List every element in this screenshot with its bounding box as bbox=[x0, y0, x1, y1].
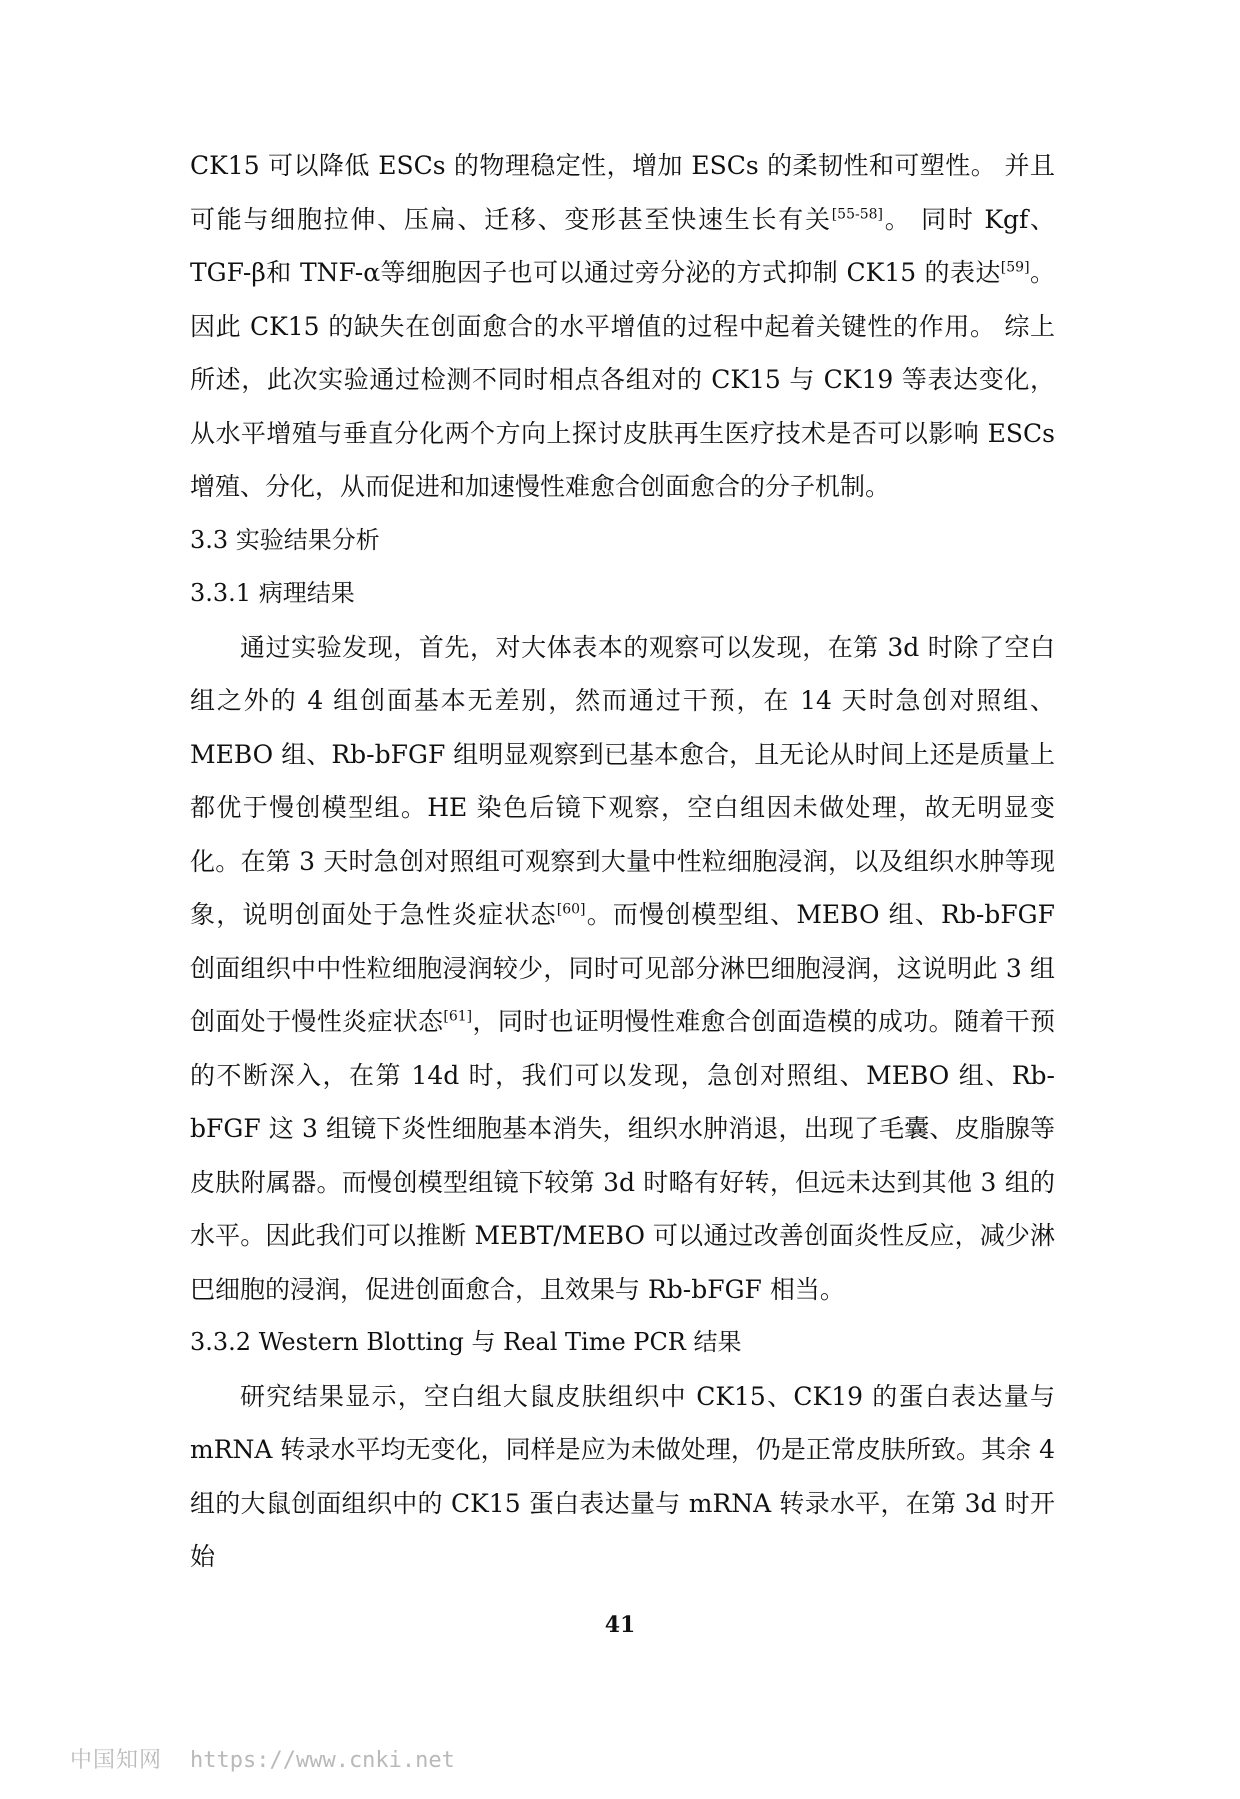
citation-ref: [59] bbox=[1000, 259, 1030, 276]
watermark-brand: 中国知网 bbox=[69, 1748, 162, 1773]
text-run: 通过实验发现，首先，对大体表本的观察可以发现，在第 3d 时除了空白组之外的 4 组创面基本无差别，然而通过干预，在 14 天时急创对照组、MEBO 组、Rb-bFGF 组明显观察到已基本愈合，且无论从时间上还是质量上都优于慢创模型组。HE 染色后镜下观察，空白组因未做处理，故无明显变化。在第 3 天时急创对照组可观察到大量中性粒细胞浸润，以及组织水肿等现象，说明创面处于急性炎症状态 bbox=[190, 632, 1055, 929]
subsection-heading-3-3-2: 3.3.2 Western Blotting 与 Real Time PCR 结果 bbox=[190, 1328, 742, 1356]
text-run: 。 同时 Kgf、TGF-β和 TNF-α等细胞因子也可以通过旁分泌的方式抑制 CK15 的表达 bbox=[190, 204, 1055, 287]
page-number: 41 bbox=[604, 1612, 636, 1638]
text-run: ，同时也证明慢性难愈合创面造模的成功。随着干预的不断深入，在第 14d 时，我们可以发现，急创对照组、MEBO 组、Rb-bFGF 这 3 组镜下炎性细胞基本消失，组织水肿消退，出现了毛囊、皮脂腺等皮肤附属器。而慢创模型组镜下较第 3d 时略有好转，但远未达到其他 3 组的水平。因此我们可以推断 MEBT/MEBO 可以通过改善创面炎性反应，减少淋巴细胞的浸润，促进创面愈合，且效果与 Rb-bFGF 相当。 bbox=[190, 1007, 1055, 1304]
paragraph-pathology-results bbox=[190, 621, 1055, 1317]
text-run: 。而慢创模型组、MEBO 组、Rb-bFGF 创面组织中中性粒细胞浸润较少，同时可见部分淋巴细胞浸润，这说明此 3 组创面处于慢性炎症状态 bbox=[190, 900, 1055, 1036]
section-heading-3-3: 3.3 实验结果分析 bbox=[190, 525, 380, 554]
body-text bbox=[190, 139, 1055, 1584]
text-run: 研究结果显示，空白组大鼠皮肤组织中 CK15、CK19 的蛋白表达量与 mRNA 转录水平均无变化，同样是应为未做处理，仍是正常皮肤所致。其余 4 组的大鼠创面组织中的 CK15 蛋白表达量与 mRNA 转录水平，在第 3d 时开始 bbox=[190, 1381, 1055, 1571]
cnki-watermark bbox=[42, 1718, 455, 1799]
paragraph-western-pcr-results bbox=[190, 1370, 1055, 1584]
citation-ref: [55-58] bbox=[831, 206, 883, 223]
citation-ref: [60] bbox=[556, 901, 586, 918]
paragraph-ck15-function bbox=[190, 139, 1055, 514]
text-run: 。因此 CK15 的缺失在创面愈合的水平增值的过程中起着关键性的作用。 综上所述，此次实验通过检测不同时相点各组对的 CK15 与 CK19 等表达变化， 从水平增殖与垂直分化两个方向上探讨皮肤再生医疗技术是否可以影响 ESCs 增殖、分化，从而促进和加速慢性难愈合创面愈合的分子机制。 bbox=[190, 258, 1055, 501]
watermark-url: https://www.cnki.net bbox=[190, 1748, 455, 1773]
citation-ref: [61] bbox=[443, 1008, 473, 1025]
subsection-heading-3-3-1: 3.3.1 病理结果 bbox=[190, 579, 355, 607]
text-run: CK15 可以降低 ESCs 的物理稳定性，增加 ESCs 的柔韧性和可塑性。 并且可能与细胞拉伸、压扁、迁移、变形甚至快速生长有关 bbox=[190, 151, 1055, 234]
